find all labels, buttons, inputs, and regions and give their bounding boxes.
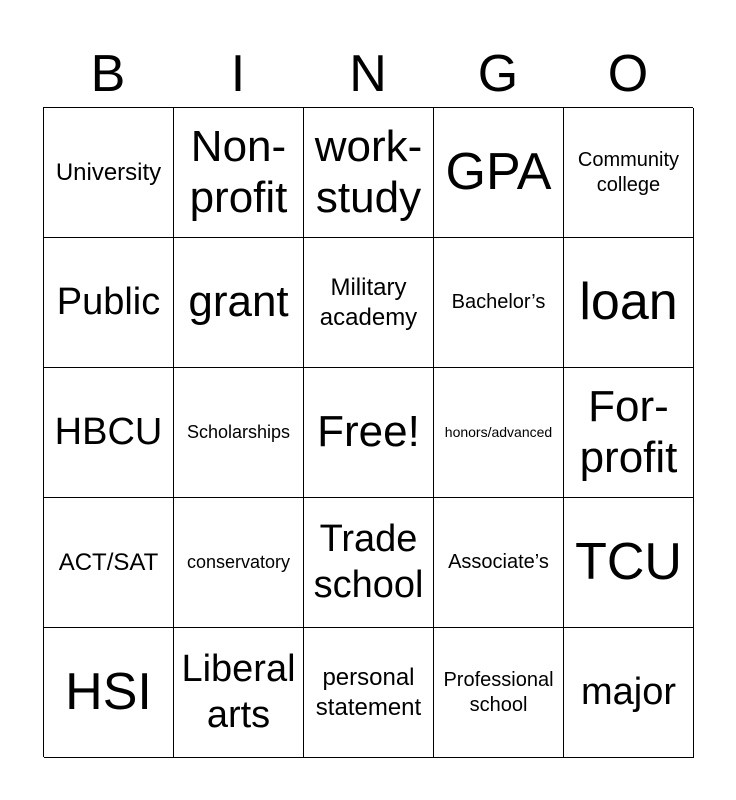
cell-text: Scholarships bbox=[186, 421, 291, 442]
cell-text: Military academy bbox=[319, 273, 418, 331]
cell-text: loan bbox=[579, 273, 678, 332]
cell-text: personal statement bbox=[315, 663, 422, 721]
bingo-cell-free[interactable] bbox=[304, 368, 434, 498]
cell-text: work- study bbox=[314, 121, 423, 222]
header-letter-g: G bbox=[477, 45, 519, 103]
bingo-cell-work-study[interactable] bbox=[304, 108, 434, 238]
cell-text: Professional school bbox=[443, 668, 554, 716]
bingo-board bbox=[43, 107, 693, 757]
cell-text: Trade school bbox=[313, 517, 424, 606]
cell-text: grant bbox=[188, 277, 289, 327]
bingo-cell-professional-school[interactable] bbox=[434, 628, 564, 758]
cell-text: HSI bbox=[65, 663, 152, 722]
header-letter-b: B bbox=[90, 45, 126, 103]
cell-text: Public bbox=[56, 280, 161, 323]
bingo-cell-military-academy[interactable] bbox=[304, 238, 434, 368]
cell-text: University bbox=[55, 158, 162, 186]
bingo-cell-for-profit[interactable] bbox=[564, 368, 694, 498]
header-letter-o: O bbox=[607, 45, 649, 103]
bingo-cell-associates[interactable] bbox=[434, 498, 564, 628]
header-letter-i: I bbox=[230, 45, 246, 103]
bingo-cell-university[interactable] bbox=[44, 108, 174, 238]
cell-text: TCU bbox=[575, 533, 682, 592]
bingo-cell-personal-statement[interactable] bbox=[304, 628, 434, 758]
bingo-cell-trade-school[interactable] bbox=[304, 498, 434, 628]
bingo-cell-loan[interactable] bbox=[564, 238, 694, 368]
cell-text: Free! bbox=[317, 407, 420, 457]
bingo-cell-public[interactable] bbox=[44, 238, 174, 368]
cell-text: Community college bbox=[577, 148, 680, 196]
bingo-cell-conservatory[interactable] bbox=[174, 498, 304, 628]
cell-text: HBCU bbox=[54, 410, 163, 453]
bingo-cell-gpa[interactable] bbox=[434, 108, 564, 238]
cell-text: conservatory bbox=[186, 551, 291, 572]
cell-text: GPA bbox=[445, 143, 552, 202]
cell-text: Associate’s bbox=[448, 551, 549, 573]
bingo-cell-tcu[interactable] bbox=[564, 498, 694, 628]
cell-text: Liberal arts bbox=[181, 647, 296, 736]
cell-text: For- profit bbox=[579, 381, 678, 482]
cell-text: Bachelor’s bbox=[451, 291, 546, 313]
bingo-header bbox=[43, 40, 693, 108]
bingo-cell-act-sat[interactable] bbox=[44, 498, 174, 628]
cell-text: honors/advanced bbox=[444, 424, 553, 441]
bingo-cell-scholarships[interactable] bbox=[174, 368, 304, 498]
bingo-cell-hsi[interactable] bbox=[44, 628, 174, 758]
bingo-cell-bachelors[interactable] bbox=[434, 238, 564, 368]
bingo-cell-honors-advanced[interactable] bbox=[434, 368, 564, 498]
bingo-cell-non-profit[interactable] bbox=[174, 108, 304, 238]
bingo-cell-hbcu[interactable] bbox=[44, 368, 174, 498]
bingo-cell-liberal-arts[interactable] bbox=[174, 628, 304, 758]
cell-text: ACT/SAT bbox=[58, 548, 159, 576]
cell-text: Non- profit bbox=[189, 121, 288, 222]
bingo-cell-community-college[interactable] bbox=[564, 108, 694, 238]
bingo-cell-major[interactable] bbox=[564, 628, 694, 758]
header-letter-n: N bbox=[349, 45, 387, 103]
cell-text: major bbox=[580, 670, 677, 713]
bingo-cell-grant[interactable] bbox=[174, 238, 304, 368]
